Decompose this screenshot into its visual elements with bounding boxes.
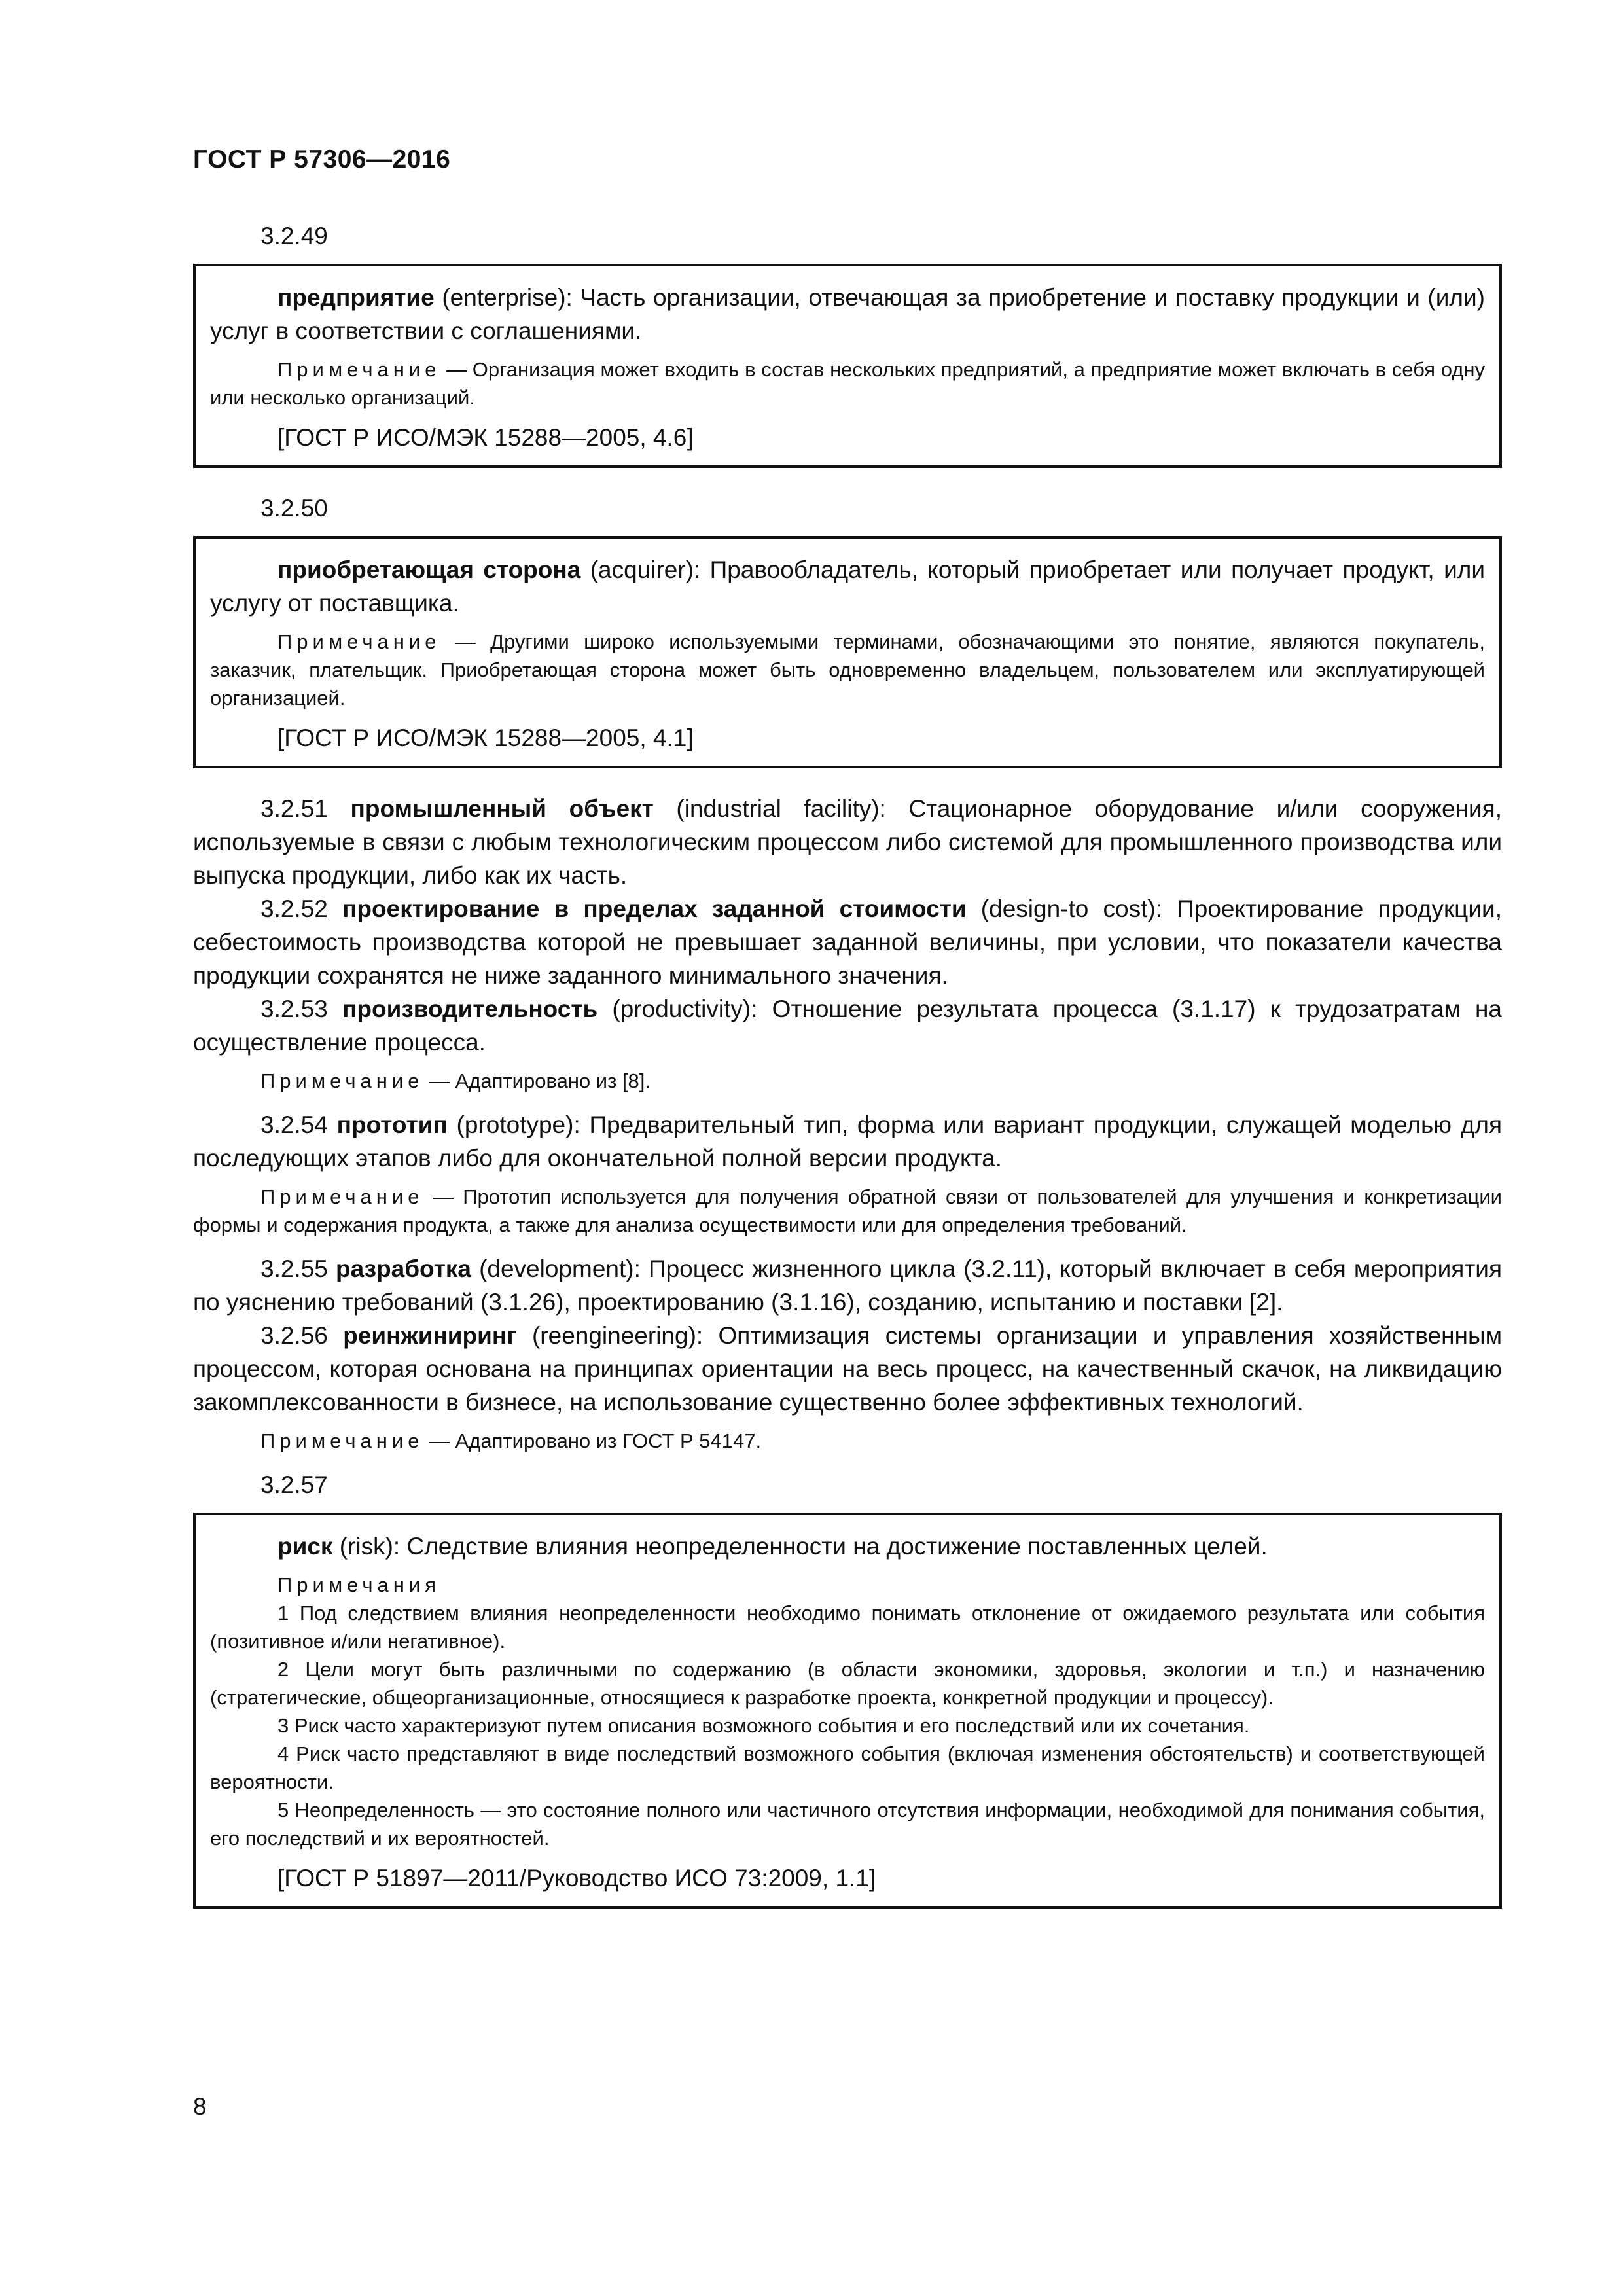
term-name: производительность bbox=[342, 996, 598, 1022]
page-number: 8 bbox=[193, 2093, 207, 2120]
definition-text: (prototype): Предварительный тип, форма или вариант продукции, служащей моделью для последующих этапов либо для окончательной полной версии продукта. bbox=[193, 1111, 1503, 1172]
note-label: Примечание bbox=[260, 1069, 424, 1092]
definition-text: (development): Процесс жизненного цикла (3.2.11), который включает в себя мероприятия по уяснению требований (3.1.26), проектированию (3.1.16), созданию, испытанию и поставки [2]. bbox=[193, 1255, 1502, 1316]
note-label: Примечание bbox=[260, 1429, 424, 1452]
note-item-3: 3 Риск часто характеризуют путем описания возможного события и его последствий или их сочетания. bbox=[277, 1714, 1250, 1737]
note-3-2-54 bbox=[193, 1183, 1502, 1239]
note-3-2-50 bbox=[210, 628, 1485, 712]
definition-text: (productivity): Отношение результата процесса (3.1.17) к трудозатратам на осуществление процесса. bbox=[193, 996, 1502, 1056]
term-name: прототип bbox=[336, 1111, 448, 1138]
term-number-3-2-49: 3.2.49 bbox=[260, 223, 328, 249]
note-text: — Адаптировано из [8]. bbox=[423, 1069, 651, 1092]
term-number: 3.2.56 bbox=[260, 1322, 344, 1349]
term-name: разработка bbox=[336, 1255, 471, 1282]
term-3-2-55 bbox=[193, 1252, 1502, 1319]
reference-3-2-49: [ГОСТ Р ИСО/МЭК 15288—2005, 4.6] bbox=[277, 424, 694, 451]
document-header: ГОСТ Р 57306—2016 bbox=[193, 145, 451, 173]
term-definition-3-2-50 bbox=[210, 553, 1485, 620]
definition-text: (reengineering): Оптимизация системы организации и управления хозяйственным процессом, которая основана на принципах ориентации на весь процесс, на качественный скачок, на ликвидацию закомплексованности в бизнесе, на использование существенно более эффективных технологий. bbox=[193, 1322, 1503, 1416]
note-text: — Адаптировано из ГОСТ Р 54147. bbox=[423, 1429, 762, 1452]
term-name: реинжиниринг bbox=[343, 1322, 517, 1349]
note-text: — Прототип используется для получения обратной связи от пользователей для улучшения и конкретизации формы и содержания продукта, а также для анализа осуществимости или для определения требований. bbox=[193, 1185, 1502, 1236]
term-name: проектирование в пределах заданной стоимости bbox=[342, 895, 967, 922]
note-label: Примечание bbox=[277, 630, 441, 653]
term-number: 3.2.55 bbox=[260, 1255, 336, 1282]
term-box-3-2-57 bbox=[193, 1513, 1502, 1909]
reference-3-2-50: [ГОСТ Р ИСО/МЭК 15288—2005, 4.1] bbox=[277, 725, 694, 751]
note-3-2-53 bbox=[193, 1067, 1502, 1095]
definition-text: (design-to cost): Проектирование продукции, себестоимость производства которой не превышает заданной величины, при условии, что показатели качества продукции сохранятся не ниже заданного минимального значения. bbox=[193, 895, 1502, 989]
note-item-4: 4 Риск часто представляют в виде последствий возможного события (включая изменения обстоятельств) и соответствующей вероятности. bbox=[210, 1742, 1485, 1793]
term-3-2-56 bbox=[193, 1319, 1502, 1419]
term-definition-3-2-57 bbox=[210, 1530, 1485, 1563]
term-3-2-52 bbox=[193, 892, 1502, 992]
term-number-3-2-57: 3.2.57 bbox=[260, 1471, 328, 1498]
definition-text: (risk): Следствие влияния неопределенности на достижение поставленных целей. bbox=[332, 1533, 1268, 1560]
term-number-3-2-50: 3.2.50 bbox=[260, 495, 328, 522]
definition-text: (industrial facility): Стационарное оборудование и/или сооружения, используемые в связи с любым технологическим процессом либо системой для промышленного производства или выпуска продукции, либо как их часть. bbox=[193, 795, 1502, 889]
term-name: приобретающая сторона bbox=[277, 556, 581, 583]
reference-3-2-57: [ГОСТ Р 51897—2011/Руководство ИСО 73:2009, 1.1] bbox=[277, 1865, 876, 1892]
term-number: 3.2.51 bbox=[260, 795, 351, 822]
definition-text: (acquirer): Правообладатель, который приобретает или получает продукт, или услугу от поставщика. bbox=[210, 556, 1485, 617]
term-box-3-2-49 bbox=[193, 264, 1502, 468]
note-item-2: 2 Цели могут быть различными по содержанию (в области экономики, здоровья, экологии и т.п.) и назначению (стратегические, общеорганизационные, относящиеся к разработке проекта, конкретной продукции и процессу). bbox=[210, 1658, 1485, 1709]
term-3-2-51 bbox=[193, 792, 1502, 892]
term-name: предприятие bbox=[277, 284, 435, 311]
term-number: 3.2.52 bbox=[260, 895, 343, 922]
term-3-2-54 bbox=[193, 1108, 1502, 1175]
term-definition-3-2-49 bbox=[210, 281, 1485, 348]
note-text: — Другими широко используемыми терминами, обозначающими это понятие, являются покупатель, заказчик, плательщик. Приобретающая сторона может быть одновременно владельцем, пользователем или эксплуатирующей организацией. bbox=[210, 630, 1485, 709]
note-3-2-56 bbox=[193, 1427, 1502, 1455]
term-name: промышленный объект bbox=[350, 795, 654, 822]
notes-label: Примечания bbox=[277, 1573, 440, 1596]
spacer bbox=[193, 1455, 1502, 1468]
term-name: риск bbox=[277, 1533, 333, 1560]
page-content bbox=[193, 219, 1502, 1932]
term-3-2-53 bbox=[193, 992, 1502, 1059]
note-text: — Организация может входить в состав нескольких предприятий, а предприятие может включать в себя одну или несколько организаций. bbox=[210, 358, 1485, 409]
definition-text: (enterprise): Часть организации, отвечающая за приобретение и поставку продукции и (или) услуг в соответствии с соглашениями. bbox=[210, 284, 1485, 344]
term-number: 3.2.53 bbox=[260, 996, 343, 1022]
term-number: 3.2.54 bbox=[260, 1111, 337, 1138]
term-box-3-2-50 bbox=[193, 536, 1502, 768]
spacer bbox=[193, 1239, 1502, 1252]
note-item-5: 5 Неопределенность — это состояние полного или частичного отсутствия информации, необходимой для понимания события, его последствий и их вероятностей. bbox=[210, 1799, 1485, 1850]
note-3-2-49 bbox=[210, 355, 1485, 412]
spacer bbox=[193, 1095, 1502, 1108]
note-label: Примечание bbox=[277, 358, 441, 381]
note-item-1: 1 Под следствием влияния неопределенности необходимо понимать отклонение от ожидаемого результата или события (позитивное и/или негативное). bbox=[210, 1602, 1485, 1653]
note-label: Примечание bbox=[260, 1185, 424, 1208]
